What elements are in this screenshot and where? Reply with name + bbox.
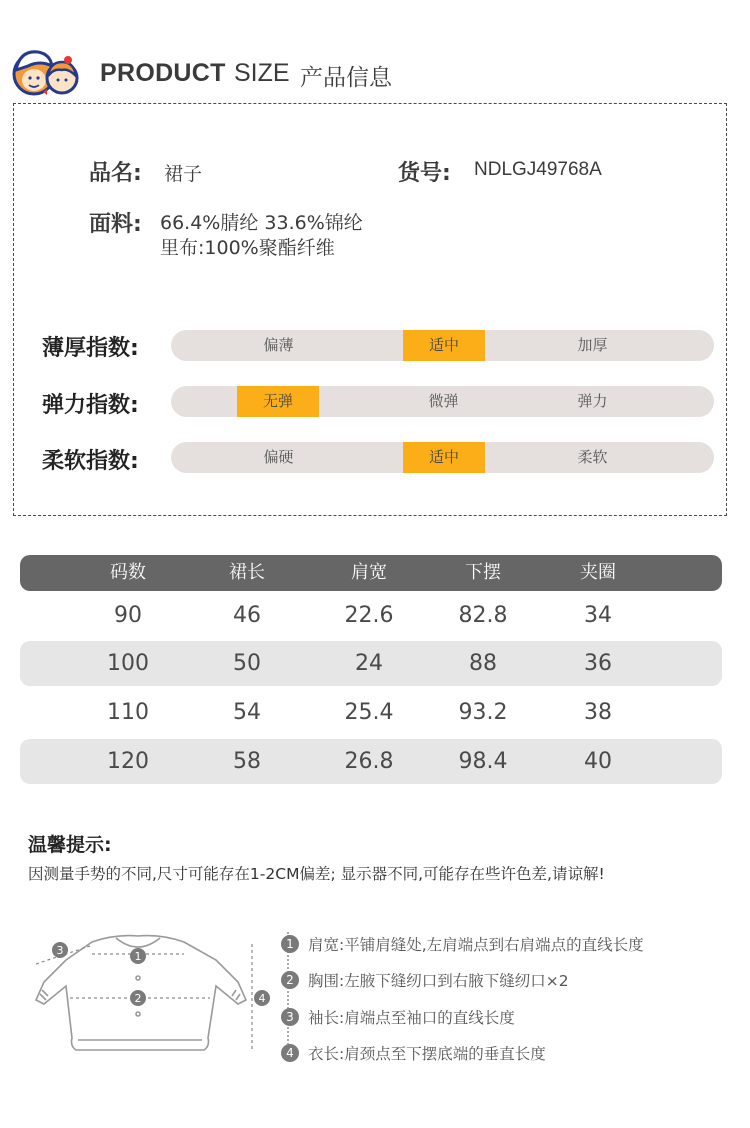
- measure-item-sleeve: [281, 1006, 515, 1028]
- softness-option-soft: 柔软: [577, 448, 608, 466]
- elasticity-option-slight: 微弹: [428, 392, 459, 410]
- col-skirt-length: 裙长: [229, 562, 265, 583]
- table-row: [20, 641, 722, 686]
- product-code-value: NDLGJ49768A: [474, 159, 602, 180]
- softness-index-scale: [171, 442, 714, 473]
- product-info-box: [13, 103, 727, 516]
- table-row: [20, 690, 722, 735]
- size-table-header: [20, 555, 722, 591]
- table-cell: 54: [233, 700, 261, 725]
- table-cell: 50: [233, 651, 261, 676]
- thickness-option-medium: 适中: [403, 330, 485, 361]
- marker-3: 3: [56, 944, 64, 957]
- col-hem: 下摆: [465, 562, 501, 583]
- measure-item-chest: [281, 969, 569, 991]
- marker-4: 4: [258, 992, 266, 1005]
- fabric-label: 面料:: [89, 212, 142, 237]
- measure-num-1: 1: [281, 935, 299, 953]
- table-cell: 110: [107, 700, 149, 725]
- table-cell: 120: [107, 749, 149, 774]
- col-shoulder: 肩宽: [351, 562, 387, 583]
- kids-logo-icon: [10, 40, 80, 102]
- table-cell: 34: [584, 603, 612, 628]
- table-cell: 25.4: [344, 700, 394, 725]
- elasticity-index-label: 弹力指数:: [42, 393, 139, 418]
- measure-num-3: 3: [281, 1008, 299, 1026]
- col-armhole: 夹圈: [580, 562, 616, 583]
- thickness-option-thin: 偏薄: [263, 336, 294, 354]
- col-size: 码数: [110, 562, 146, 583]
- tips-title: 温馨提示:: [28, 834, 112, 856]
- measure-item-length: [281, 1042, 546, 1064]
- measure-text-shoulder: 肩宽:平铺肩缝处,左肩端点到右肩端点的直线长度: [308, 936, 644, 954]
- table-row: [20, 593, 722, 638]
- table-cell: 46: [233, 603, 261, 628]
- fabric-value: 66.4%腈纶 33.6%锦纶: [160, 212, 363, 234]
- page-header: [10, 40, 740, 102]
- table-row: [20, 739, 722, 784]
- table-cell: 38: [584, 700, 612, 725]
- table-cell: 98.4: [458, 749, 508, 774]
- table-cell: 26.8: [344, 749, 394, 774]
- measure-text-sleeve: 袖长:肩端点至袖口的直线长度: [308, 1009, 515, 1027]
- table-cell: 93.2: [458, 700, 508, 725]
- tips-text: 因测量手势的不同,尺寸可能存在1-2CM偏差; 显示器不同,可能存在些许色差,请谅解!: [28, 865, 605, 883]
- marker-2: 2: [134, 992, 142, 1005]
- table-cell: 24: [355, 651, 383, 676]
- measure-text-chest: 胸围:左腋下缝纫口到右腋下缝纫口×2: [308, 972, 569, 990]
- shirt-diagram-icon: [20, 920, 280, 1070]
- measure-num-4: 4: [281, 1044, 299, 1062]
- thickness-index-label: 薄厚指数:: [42, 336, 139, 361]
- measure-item-shoulder: [281, 933, 644, 955]
- softness-index-label: 柔软指数:: [42, 449, 139, 474]
- table-cell: 88: [469, 651, 497, 676]
- lining-value: 里布:100%聚酯纤维: [160, 237, 335, 259]
- product-code-label: 货号:: [398, 161, 451, 186]
- table-cell: 58: [233, 749, 261, 774]
- table-cell: 40: [584, 749, 612, 774]
- product-name-label: 品名:: [89, 161, 142, 186]
- table-cell: 36: [584, 651, 612, 676]
- elasticity-option-stretch: 弹力: [577, 392, 608, 410]
- softness-option-medium: 适中: [403, 442, 485, 473]
- table-cell: 82.8: [458, 603, 508, 628]
- brand-title-light: SIZE: [234, 59, 290, 87]
- measure-num-2: 2: [281, 971, 299, 989]
- measure-text-length: 衣长:肩颈点至下摆底端的垂直长度: [308, 1045, 546, 1063]
- product-name-value: 裙子: [164, 163, 203, 185]
- brand-title-cn: 产品信息: [300, 65, 392, 91]
- elasticity-option-none: 无弹: [237, 386, 319, 417]
- brand-title-bold: PRODUCT: [100, 59, 226, 87]
- table-cell: 90: [114, 603, 142, 628]
- table-cell: 100: [107, 651, 149, 676]
- thickness-option-thick: 加厚: [577, 336, 608, 354]
- thickness-index-scale: [171, 330, 714, 361]
- softness-option-hard: 偏硬: [263, 448, 294, 466]
- table-cell: 22.6: [344, 603, 394, 628]
- elasticity-index-scale: [171, 386, 714, 417]
- marker-1: 1: [134, 950, 142, 963]
